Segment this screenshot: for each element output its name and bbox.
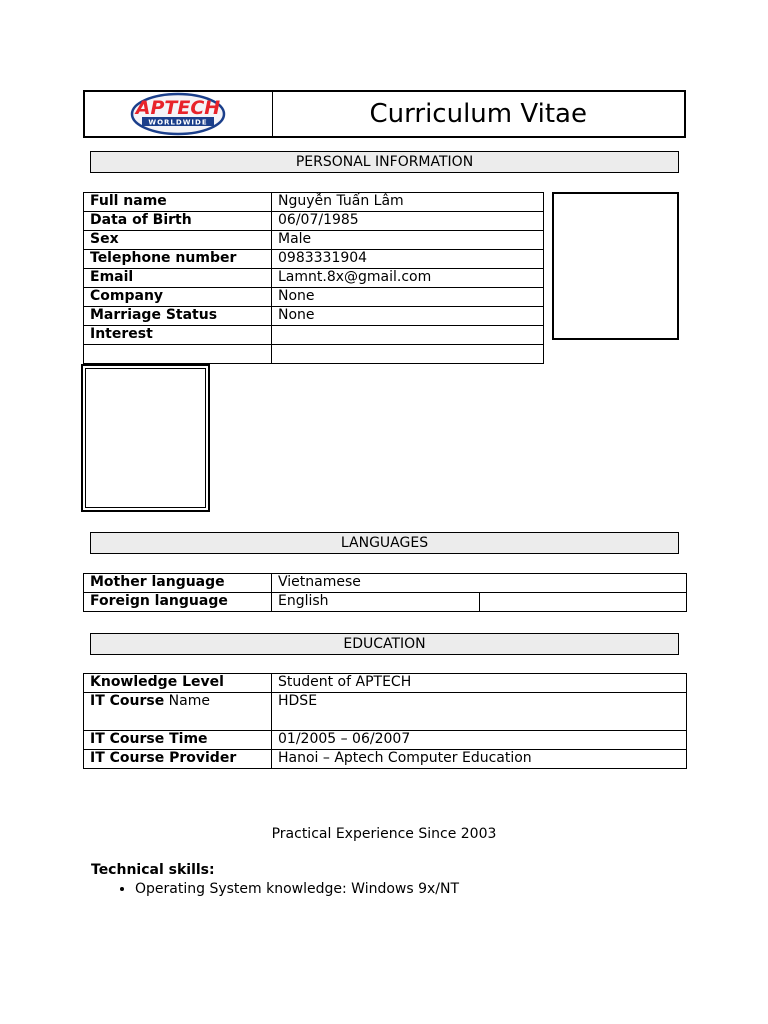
knowledge-level-value: Student of APTECH — [272, 674, 687, 693]
personal-field-label: Telephone number — [84, 250, 272, 269]
experience-title: Practical Experience Since 2003 — [271, 826, 497, 842]
table-row — [84, 212, 544, 231]
personal-field-label: Interest — [84, 326, 272, 345]
technical-skills-heading: Technical skills: — [91, 862, 215, 878]
it-course-time-value: 01/2005 – 06/2007 — [272, 731, 687, 750]
it-course-name-label: IT Course Name — [84, 693, 272, 731]
personal-info-table — [83, 192, 544, 364]
personal-field-value — [272, 326, 544, 345]
table-row — [84, 693, 687, 731]
personal-field-value — [272, 345, 544, 364]
table-row — [84, 231, 544, 250]
foreign-language-extra — [479, 593, 687, 612]
photo-inner-frame — [85, 368, 206, 508]
mother-language-value: Vietnamese — [272, 574, 687, 593]
mother-language-label: Mother language — [84, 574, 272, 593]
personal-field-label — [84, 345, 272, 364]
photo-placeholder-left — [81, 364, 210, 512]
logo-brand: APTECH — [136, 97, 221, 119]
list-item: • Operating System knowledge: Windows 9x/NT — [135, 880, 691, 898]
languages-table — [83, 573, 687, 612]
table-row — [84, 593, 687, 612]
table-row — [84, 345, 544, 364]
table-row — [84, 750, 687, 769]
table-row — [84, 574, 687, 593]
page-title: Curriculum Vitae — [272, 91, 685, 137]
knowledge-level-label: Knowledge Level — [84, 674, 272, 693]
it-course-time-label: IT Course Time — [84, 731, 272, 750]
personal-field-value: 0983331904 — [272, 250, 544, 269]
personal-field-value: None — [272, 288, 544, 307]
personal-field-value: None — [272, 307, 544, 326]
education-heading: EDUCATION — [90, 633, 679, 655]
table-row — [84, 193, 544, 212]
table-row — [84, 326, 544, 345]
personal-field-value: Nguyễn Tuấn Lâm — [272, 193, 544, 212]
table-row — [84, 269, 544, 288]
personal-field-value: Lamnt.8x@gmail.com — [272, 269, 544, 288]
foreign-language-value: English — [272, 593, 480, 612]
logo-cell — [84, 91, 272, 137]
table-row — [84, 674, 687, 693]
table-row — [84, 731, 687, 750]
it-course-provider-value: Hanoi – Aptech Computer Education — [272, 750, 687, 769]
photo-placeholder-right — [552, 192, 679, 340]
it-course-provider-label: IT Course Provider — [84, 750, 272, 769]
personal-field-label: Marriage Status — [84, 307, 272, 326]
personal-field-value: Male — [272, 231, 544, 250]
aptech-logo — [130, 92, 226, 136]
table-row — [84, 288, 544, 307]
personal-field-label: Data of Birth — [84, 212, 272, 231]
education-table — [83, 673, 687, 769]
logo-tagline: WORLDWIDE — [148, 118, 208, 127]
foreign-language-label: Foreign language — [84, 593, 272, 612]
technical-skills-list — [91, 880, 691, 898]
table-row — [84, 307, 544, 326]
personal-field-value: 06/07/1985 — [272, 212, 544, 231]
it-course-name-value: HDSE — [272, 693, 687, 731]
header-table — [83, 90, 686, 138]
personal-field-label: Sex — [84, 231, 272, 250]
table-row — [84, 250, 544, 269]
personal-field-label: Email — [84, 269, 272, 288]
languages-heading: LANGUAGES — [90, 532, 679, 554]
personal-field-label: Company — [84, 288, 272, 307]
personal-field-label: Full name — [84, 193, 272, 212]
personal-info-heading: PERSONAL INFORMATION — [90, 151, 679, 173]
